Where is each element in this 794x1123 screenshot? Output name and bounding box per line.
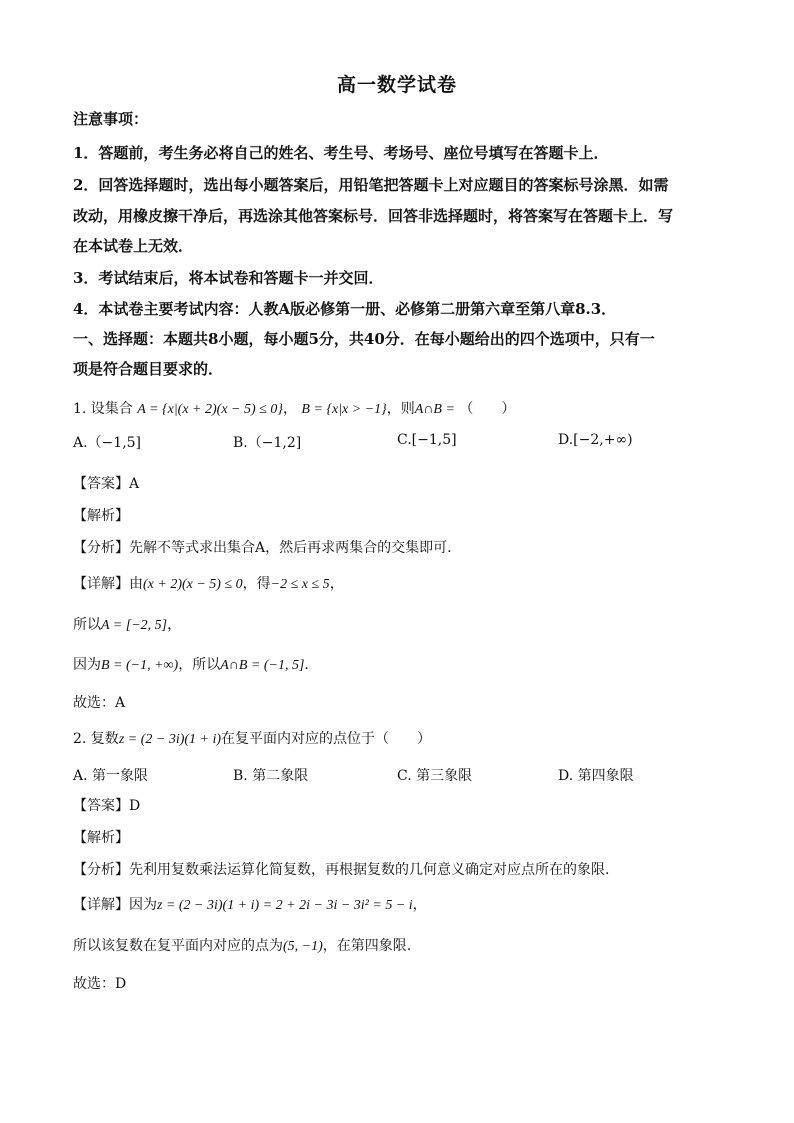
detail-text: 因为	[129, 897, 157, 913]
q2-detail-1	[73, 894, 427, 914]
q1-fenxi	[73, 537, 452, 557]
section-heading-cont: 项是符合题目要求的．	[73, 360, 224, 378]
q1-sep: ，	[282, 401, 297, 417]
q1-set-b: B = {x|x > −1}	[301, 402, 387, 417]
detail-tag: 【详解】	[73, 576, 129, 592]
question-2-stem	[73, 728, 431, 748]
detail-math: (5, −1)	[283, 939, 323, 954]
notice-item: 在本试卷上无效．	[73, 237, 194, 255]
question-1-stem	[73, 398, 515, 418]
q2-answer	[73, 795, 140, 815]
detail-text: ，所以	[178, 657, 221, 673]
detail-text: 所以该复数在复平面内对应的点为	[73, 938, 283, 954]
notice-item: 1．答题前，考生务必将自己的姓名、考生号、考场号、座位号填写在答题卡上．	[73, 144, 609, 162]
q1-suffix: （ ）	[459, 401, 516, 417]
q2-option-b: B. 第二象限	[233, 768, 309, 784]
q1-set-a: A = {x|(x + 2)(x − 5) ≤ 0}	[137, 402, 283, 417]
detail-math: B = (−1, +∞)	[101, 658, 179, 673]
detail-text: 因为	[73, 657, 101, 673]
detail-tag: 【详解】	[73, 897, 129, 913]
fenxi-tag: 【分析】	[73, 540, 129, 556]
detail-text: ，	[167, 617, 182, 633]
q2-option-a: A. 第一象限	[73, 768, 149, 784]
q2-prefix: 2. 复数	[73, 731, 119, 747]
notice-heading: 注意事项：	[73, 110, 149, 128]
section-heading: 一、选择题：本题共8小题，每小题5分，共40分．在每小题给出的四个选项中，只有一	[73, 330, 655, 348]
page-title: 高一数学试卷	[336, 74, 457, 96]
fenxi-text: 先利用复数乘法运算化简复数，再根据复数的几何意义确定对应点所在的象限.	[129, 862, 610, 878]
q1-mid: ，则	[386, 401, 415, 417]
q2-option-c: C. 第三象限	[397, 768, 473, 784]
notice-item: 3．考试结束后，将本试卷和答题卡一并交回．	[73, 269, 384, 287]
q2-option-d: D. 第四象限	[558, 768, 634, 784]
detail-text: ，	[412, 897, 427, 913]
q2-conclusion: 故选：D	[73, 976, 127, 992]
detail-math: z = (2 − 3i)(1 + i) = 2 + 2i − 3i − 3i² = 5 − i	[157, 898, 413, 913]
q1-analysis-tag: 【解析】	[73, 508, 129, 524]
fenxi-tag: 【分析】	[73, 862, 129, 878]
fenxi-text: 先解不等式求出集合A，然后再求两集合的交集即可.	[129, 540, 452, 556]
answer-value: D	[129, 798, 141, 814]
q1-detail-2	[73, 614, 181, 634]
q2-detail-2	[73, 935, 411, 955]
notice-item: 2．回答选择题时，选出每小题答案后，用铅笔把答题卡上对应题目的答案标号涂黑．如需	[73, 176, 669, 194]
q1-option-d: D.[−2,+∞)	[558, 432, 633, 448]
q1-option-a: A.（−1,5]	[73, 435, 142, 451]
detail-math: −2 ≤ x ≤ 5	[270, 577, 330, 592]
detail-text: 所以	[73, 617, 101, 633]
detail-text: ，在第四象限.	[322, 938, 412, 954]
q2-expr: z = (2 − 3i)(1 + i)	[118, 732, 222, 747]
detail-math: (x + 2)(x − 5) ≤ 0	[143, 577, 243, 592]
q2-fenxi	[73, 859, 609, 879]
q2-analysis-tag: 【解析】	[73, 830, 129, 846]
answer-tag: 【答案】	[73, 798, 129, 814]
detail-text: .	[304, 657, 309, 673]
detail-text: ，	[329, 576, 344, 592]
q1-expr: A∩B =	[414, 402, 455, 417]
q1-prefix: 1. 设集合	[73, 401, 133, 417]
q1-detail-3	[73, 654, 309, 674]
answer-tag: 【答案】	[73, 476, 129, 492]
q1-conclusion: 故选：A	[73, 695, 126, 711]
answer-value: A	[129, 476, 140, 492]
detail-math: A = [−2, 5]	[101, 618, 168, 633]
q1-option-c: C.[−1,5]	[397, 432, 457, 448]
q1-detail-1	[73, 573, 344, 593]
detail-text: 由	[129, 576, 143, 592]
notice-item: 4．本试卷主要考试内容：人教A版必修第一册、必修第二册第六章至第八章8.3．	[73, 300, 617, 318]
notice-item: 改动，用橡皮擦干净后，再选涂其他答案标号．回答非选择题时，将答案写在答题卡上．写	[73, 207, 674, 225]
q1-option-b: B.（−1,2]	[233, 435, 302, 451]
detail-text: ，得	[242, 576, 271, 592]
q2-suffix: 在复平面内对应的点位于（ ）	[221, 731, 432, 747]
q1-answer	[73, 473, 139, 493]
detail-math: A∩B = (−1, 5]	[220, 658, 305, 673]
